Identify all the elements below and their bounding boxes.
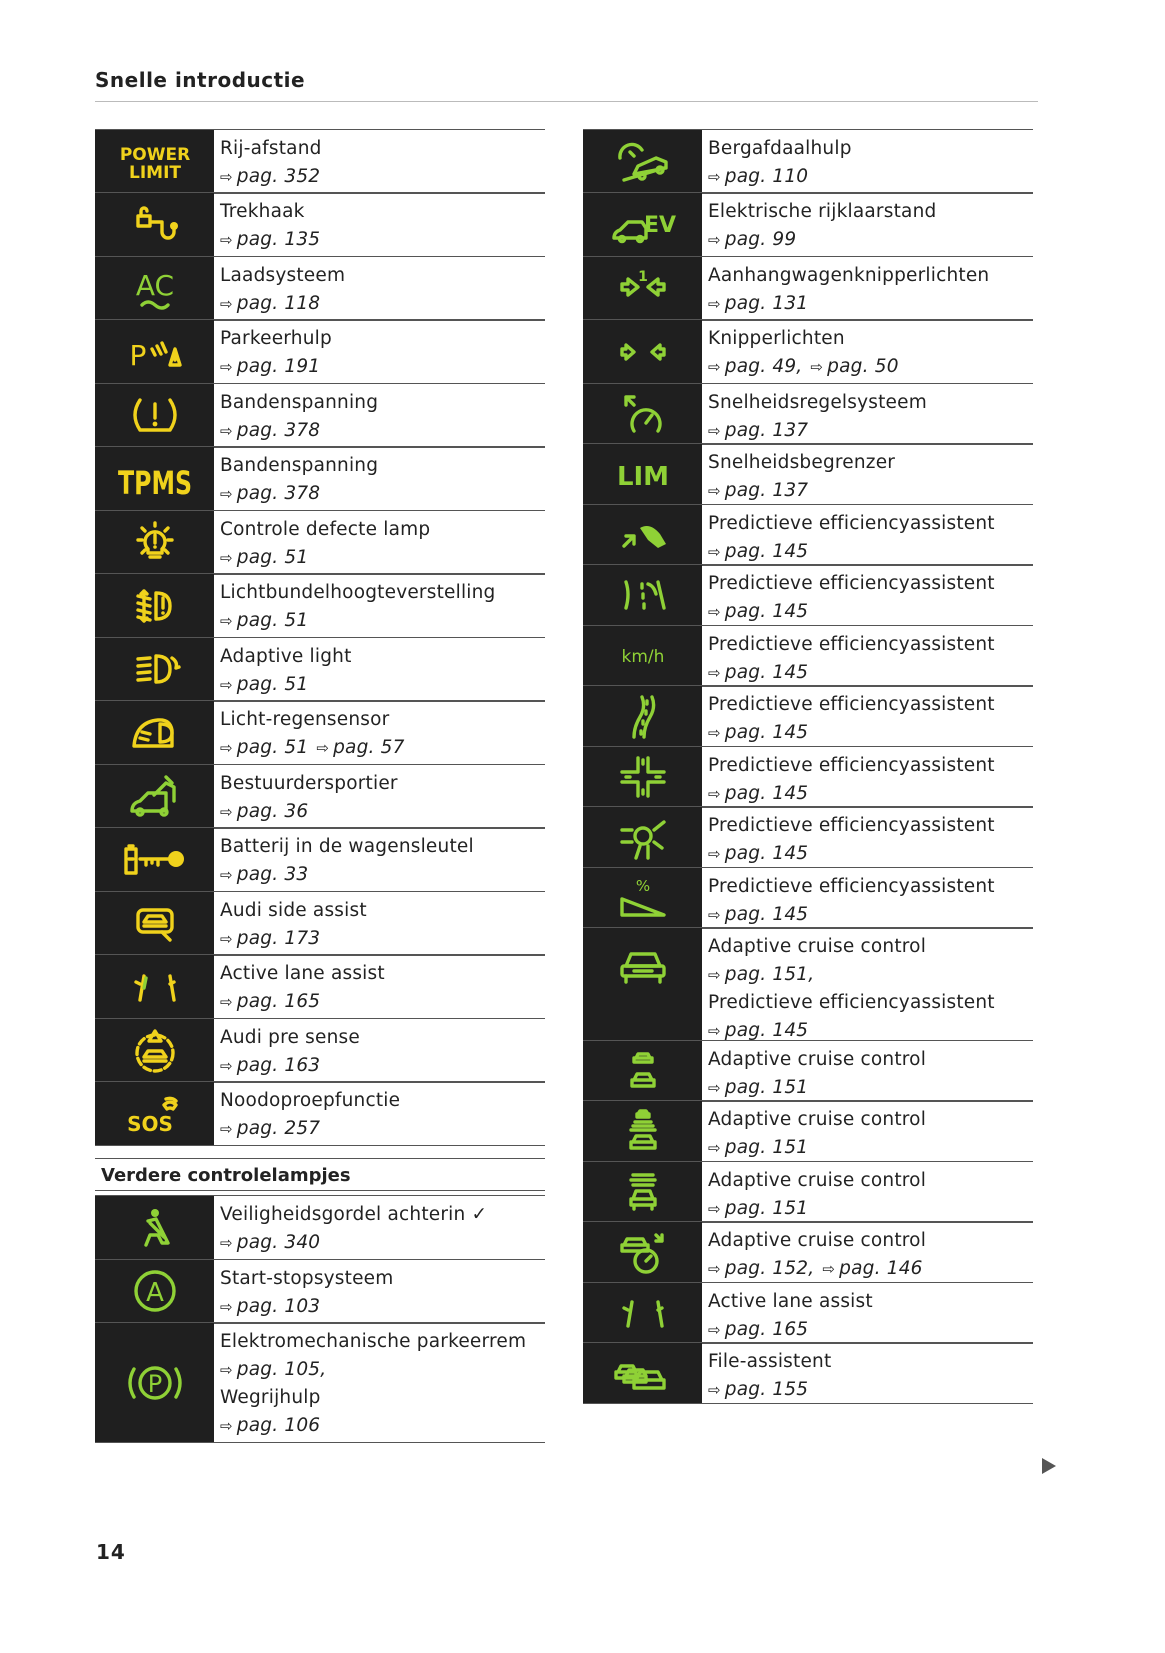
light-rain-sensor-icon (95, 701, 214, 764)
cruise-control-icon (583, 384, 702, 444)
page-reference[interactable]: ⇨ pag. 51 (220, 610, 309, 631)
row-title: Aanhangwagenknipperlichten (708, 264, 990, 286)
page-reference[interactable]: ⇨ pag. 165 (220, 991, 321, 1012)
list-item (583, 192, 1033, 257)
row-title: Adaptive cruise control (708, 936, 927, 957)
hill-descent-icon (583, 130, 702, 193)
ac-charging-icon (95, 257, 214, 320)
list-item (583, 1040, 1033, 1102)
acc-car-icon (583, 928, 702, 1040)
next-page-arrow-icon[interactable] (1042, 1458, 1056, 1474)
tpms-icon (95, 447, 214, 510)
page-reference[interactable]: ⇨ pag. 352 (220, 165, 321, 187)
efficiency-foot-icon (583, 505, 702, 565)
page-reference[interactable]: ⇨ pag. 152, ⇨ pag. 146 (708, 1258, 923, 1279)
section-title: Verdere controlelampjes (95, 1159, 545, 1191)
page-reference[interactable]: ⇨ pag. 33 (220, 864, 309, 885)
page-reference[interactable]: ⇨ pag. 131 (708, 292, 809, 314)
page-reference[interactable]: ⇨ pag. 137 (708, 480, 809, 501)
bulb-defect-icon (95, 511, 214, 574)
speed-limiter-icon (583, 444, 702, 504)
key-battery-icon (95, 828, 214, 891)
traffic-jam-assist-icon (583, 1343, 702, 1403)
row-title: Snelheidsregelsysteem (708, 391, 927, 413)
row-title-secondary: Predictieve efficiencyassistent (708, 992, 995, 1013)
pre-sense-icon (95, 1019, 214, 1082)
page-reference[interactable]: ⇨ pag. 135 (220, 229, 321, 250)
row-title: Adaptive cruise control (708, 1048, 927, 1070)
row-title: Rij-afstand (220, 137, 322, 159)
row-title-secondary: Wegrijhulp (220, 1387, 321, 1408)
acc-distance-icon (583, 1041, 702, 1101)
page-reference[interactable]: ⇨ pag. 49, ⇨ pag. 50 (708, 356, 899, 377)
page-reference[interactable]: ⇨ pag. 106 (220, 1415, 321, 1436)
list-item (95, 573, 545, 638)
svg-text:TPMS: TPMS (117, 463, 192, 502)
row-title: Adaptive cruise control (708, 1109, 927, 1130)
row-title: Predictieve efficiencyassistent (708, 573, 995, 594)
list-item (95, 1081, 545, 1146)
page-number: 14 (96, 1540, 126, 1564)
svg-text:LIM: LIM (616, 462, 669, 492)
list-item (95, 1259, 545, 1324)
row-title: Bestuurdersportier (220, 772, 398, 794)
row-title: Predictieve efficiencyassistent (708, 875, 995, 897)
row-title: Predictieve efficiencyassistent (708, 694, 995, 715)
side-assist-icon (95, 892, 214, 955)
start-stop-icon (95, 1260, 214, 1323)
row-title: Bandenspanning (220, 455, 379, 476)
row-title: Adaptive light (220, 645, 352, 667)
page-reference[interactable]: ⇨ pag. 51 (220, 546, 309, 568)
row-title: Predictieve efficiencyassistent (708, 512, 995, 534)
list-item (95, 891, 545, 956)
list-item (583, 1161, 1033, 1223)
page-header: Snelle introductie (95, 68, 306, 92)
row-title: Trekhaak (220, 201, 305, 222)
row-title: Active lane assist (220, 963, 385, 984)
list-item (95, 192, 545, 257)
list-item (95, 1195, 545, 1260)
row-title: Noodoproepfunctie (220, 1090, 401, 1111)
page-reference[interactable]: ⇨ pag. 165 (708, 1318, 809, 1340)
row-title: Start-stopsysteem (220, 1267, 394, 1289)
list-item (583, 867, 1033, 929)
svg-text:AC: AC (135, 269, 174, 302)
list-item (95, 319, 545, 384)
row-title: Elektromechanische parkeerrem (220, 1331, 527, 1352)
sos-icon (95, 1082, 214, 1145)
list-item (583, 383, 1033, 445)
list-item (95, 1322, 545, 1443)
svg-text:1: 1 (637, 269, 648, 285)
efficiency-kmh-icon (583, 626, 702, 686)
page-reference[interactable]: ⇨ pag. 173 (220, 927, 321, 949)
power-limit-icon (95, 130, 214, 193)
page-reference[interactable]: ⇨ pag. 378 (220, 483, 321, 504)
svg-text:km/h: km/h (621, 646, 664, 667)
row-title: Lichtbundelhoogteverstelling (220, 582, 496, 603)
row-title: Batterij in de wagensleutel (220, 836, 474, 857)
list-item (583, 806, 1033, 868)
page-reference[interactable]: ⇨ pag. 145 (708, 722, 809, 743)
tire-pressure-icon (95, 384, 214, 447)
efficiency-junction-icon (583, 747, 702, 807)
svg-text:A: A (145, 1278, 164, 1308)
page-reference[interactable]: ⇨ pag. 51 (220, 673, 309, 695)
list-item (95, 954, 545, 1019)
list-item (95, 700, 545, 765)
headlight-range-icon (95, 574, 214, 637)
svg-text:P: P (147, 1369, 162, 1398)
list-item (583, 746, 1033, 808)
row-title: Adaptive cruise control (708, 1230, 927, 1251)
list-item (95, 510, 545, 575)
acc-sensor-icon (583, 1162, 702, 1222)
row-title: Audi side assist (220, 899, 367, 921)
page-reference[interactable]: ⇨ pag. 145 (708, 1020, 809, 1041)
page-reference[interactable]: ⇨ pag. 145 (708, 661, 809, 683)
list-item (583, 319, 1033, 384)
acc-speed-icon (583, 1222, 702, 1282)
list-item (95, 256, 545, 321)
row-title: Predictieve efficiencyassistent (708, 633, 995, 655)
left-column (95, 130, 545, 1443)
list-item (583, 1282, 1033, 1344)
page-reference[interactable]: ⇨ pag. 145 (708, 903, 809, 925)
parking-brake-icon (95, 1323, 214, 1442)
page-reference[interactable]: ⇨ pag. 103 (220, 1295, 321, 1317)
lane-assist-icon (583, 1283, 702, 1343)
list-item (95, 446, 545, 511)
row-title: Controle defecte lamp (220, 518, 431, 540)
row-title: Bandenspanning (220, 391, 379, 413)
row-title: Parkeerhulp (220, 328, 332, 349)
row-title: Laadsysteem (220, 264, 346, 286)
efficiency-slope-icon (583, 868, 702, 928)
page-reference[interactable]: ⇨ pag. 151 (708, 1076, 809, 1098)
driver-door-icon (95, 765, 214, 828)
svg-text:SOS: SOS (126, 1111, 173, 1136)
page-reference[interactable]: ⇨ pag. 257 (220, 1118, 321, 1139)
row-title: Active lane assist (708, 1290, 873, 1312)
page-reference[interactable]: ⇨ pag. 145 (708, 782, 809, 804)
row-title: Bergafdaalhulp (708, 137, 852, 159)
list-item (95, 383, 545, 448)
row-title: Knipperlichten (708, 328, 845, 349)
page-reference[interactable]: ⇨ pag. 137 (708, 419, 809, 441)
row-title: Predictieve efficiencyassistent (708, 754, 995, 776)
ev-ready-icon (583, 193, 702, 256)
page-reference[interactable]: ⇨ pag. 145 (708, 601, 809, 622)
list-item (583, 625, 1033, 687)
row-title: Adaptive cruise control (708, 1169, 927, 1191)
lane-assist-icon (95, 955, 214, 1018)
page-reference[interactable]: ⇨ pag. 151 (708, 1197, 809, 1219)
svg-text:%: % (635, 876, 650, 895)
svg-text:POWER: POWER (119, 145, 190, 165)
page-reference[interactable]: ⇨ pag. 145 (708, 540, 809, 562)
parking-aid-icon (95, 320, 214, 383)
page-reference[interactable]: ⇨ pag. 118 (220, 292, 321, 314)
acc-radar-icon (583, 1101, 702, 1161)
list-item (583, 504, 1033, 566)
list-item (95, 1018, 545, 1083)
row-title: Elektrische rijklaarstand (708, 201, 937, 222)
page-reference[interactable]: ⇨ pag. 378 (220, 419, 321, 441)
list-item (95, 827, 545, 892)
list-item (95, 129, 545, 194)
page-reference[interactable]: ⇨ pag. 36 (220, 800, 309, 822)
svg-text:P: P (129, 338, 146, 372)
page-reference[interactable]: ⇨ pag. 151 (708, 1137, 809, 1158)
list-item (95, 637, 545, 702)
row-title: Veiligheidsgordel achterin ✓ (220, 1204, 488, 1225)
list-item (95, 764, 545, 829)
list-item (583, 256, 1033, 321)
list-item (583, 564, 1033, 626)
list-item (583, 685, 1033, 747)
page-reference[interactable]: ⇨ pag. 151, (708, 964, 815, 985)
row-title: Audi pre sense (220, 1026, 360, 1048)
right-column (583, 130, 1033, 1404)
efficiency-road-icon (583, 686, 702, 746)
page-reference[interactable]: ⇨ pag. 191 (220, 356, 321, 377)
list-item (583, 443, 1033, 505)
page-reference[interactable]: ⇨ pag. 155 (708, 1379, 809, 1400)
list-item (583, 1342, 1033, 1404)
svg-text:EV: EV (643, 212, 676, 238)
page-reference[interactable]: ⇨ pag. 105, (220, 1359, 327, 1380)
page-reference[interactable]: ⇨ pag. 110 (708, 165, 809, 187)
trailer-hitch-icon (95, 193, 214, 256)
list-item (583, 1221, 1033, 1283)
list-item (583, 927, 1033, 1041)
trailer-turn-signal-icon (583, 257, 702, 320)
row-title: File-assistent (708, 1351, 832, 1372)
efficiency-curve-icon (583, 565, 702, 625)
list-item (583, 129, 1033, 194)
page-reference[interactable]: ⇨ pag. 163 (220, 1054, 321, 1076)
header-rule (95, 101, 1038, 102)
page-reference[interactable]: ⇨ pag. 340 (220, 1232, 321, 1253)
svg-text:LIMIT: LIMIT (128, 163, 181, 183)
row-title: Predictieve efficiencyassistent (708, 815, 995, 836)
row-title: Licht-regensensor (220, 709, 390, 730)
page-reference[interactable]: ⇨ pag. 51 ⇨ pag. 57 (220, 737, 405, 758)
seatbelt-rear-icon (95, 1196, 214, 1259)
page-reference[interactable]: ⇨ pag. 99 (708, 229, 797, 250)
row-title: Snelheidsbegrenzer (708, 452, 896, 473)
efficiency-roundabout-icon (583, 807, 702, 867)
page-reference[interactable]: ⇨ pag. 145 (708, 843, 809, 864)
adaptive-light-icon (95, 638, 214, 701)
turn-signal-icon (583, 320, 702, 383)
list-item (583, 1100, 1033, 1162)
